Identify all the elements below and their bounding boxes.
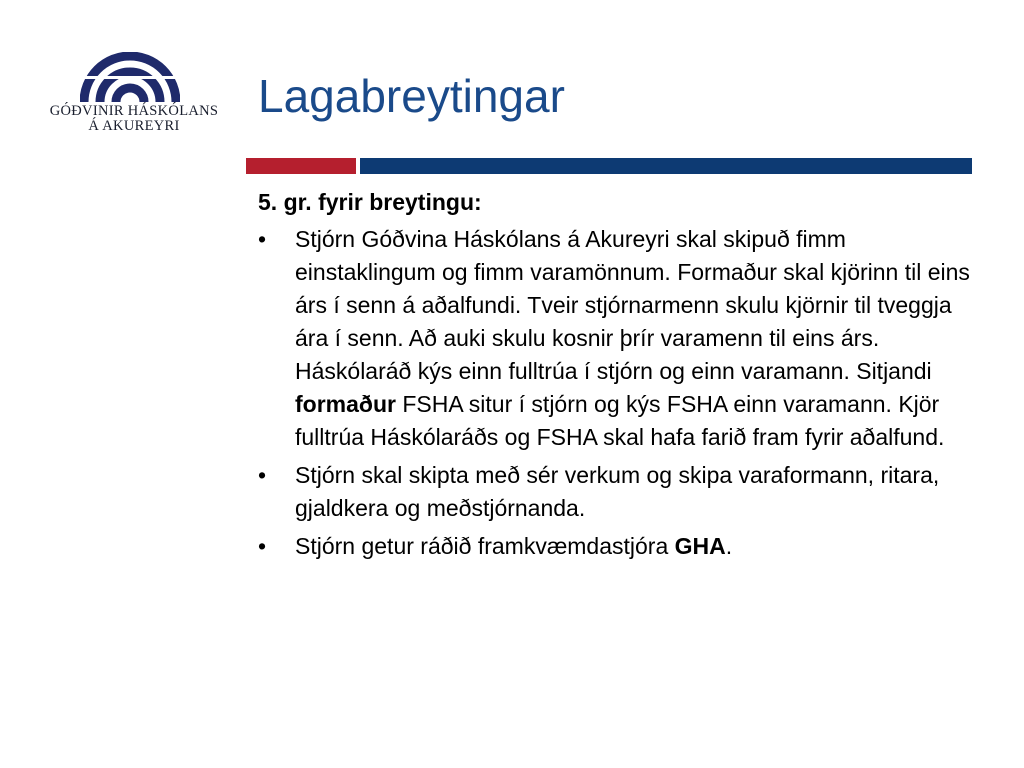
bullet-item-3: [258, 530, 970, 563]
bullet-1-text-b: FSHA situr í stjórn og kýs FSHA einn varamann. Kjör fulltrúa Háskólaráðs og FSHA skal hafa farið fram fyrir aðalfund.: [295, 391, 945, 450]
bullet-list: [258, 223, 970, 563]
logo-text: [28, 104, 240, 134]
title-rule-red: [246, 158, 356, 174]
bullet-3-text-a: Stjórn getur ráðið framkvæmdastjóra: [295, 533, 675, 559]
section-heading: 5. gr. fyrir breytingu:: [258, 189, 482, 215]
bullet-item-1: [258, 223, 970, 454]
slide-title: Lagabreytingar: [258, 70, 565, 122]
bullet-1-text-a: Stjórn Góðvina Háskólans á Akureyri skal skipuð fimm einstaklingum og fimm varamönnum. Formaður skal kjörinn til eins árs í senn á aðalfundi. Tveir stjórnarmenn skulu kjörnir til tveggja ára í senn. Að auki skulu kosnir þrír varamenn til eins árs. Háskólaráð kýs einn fulltrúa í stjórn og einn varamann. Sitjandi: [295, 226, 970, 384]
logo-line-1: GÓÐVINIR HÁSKÓLANS: [49, 103, 219, 119]
bullet-3-bold: GHA: [674, 533, 726, 559]
bullet-item-2: [258, 459, 970, 525]
logo-line-2: Á AKUREYRI: [88, 118, 180, 134]
logo: [28, 52, 228, 142]
bullet-3-text-b: .: [725, 533, 733, 559]
bullet-2-text: Stjórn skal skipta með sér verkum og skipa varaformann, ritara, gjaldkera og meðstjórnanda.: [295, 462, 940, 521]
title-rule-blue: [360, 158, 972, 174]
slide-content: [258, 186, 970, 568]
bullet-1-bold: formaður: [295, 391, 396, 417]
logo-arcs-icon: [80, 52, 180, 104]
